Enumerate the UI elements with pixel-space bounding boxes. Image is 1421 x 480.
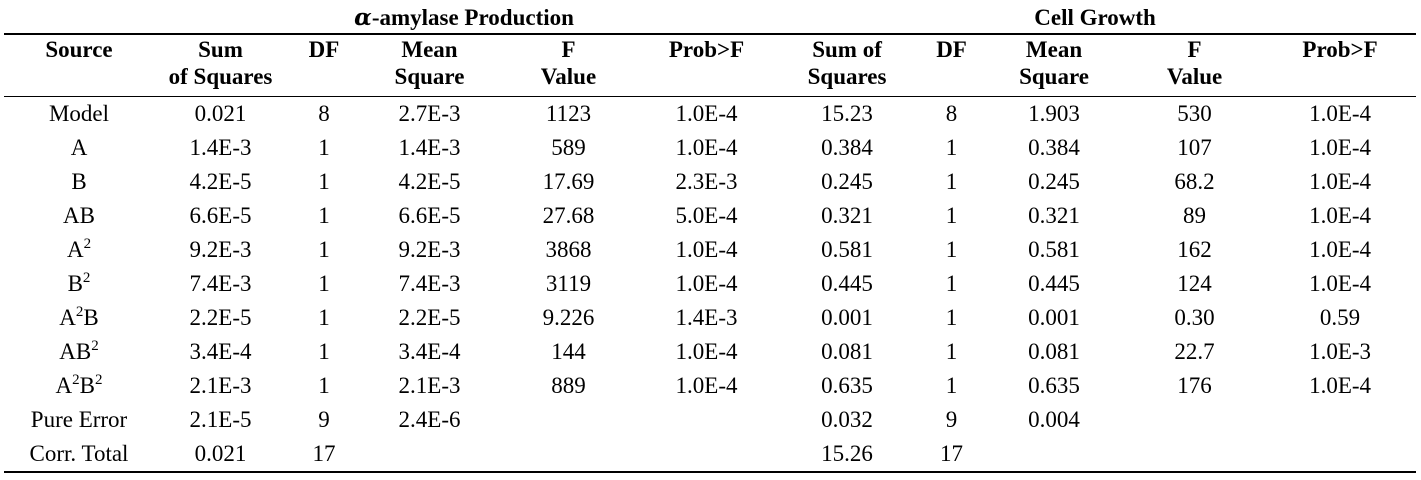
group-amylase-production [154, 2, 774, 34]
source-part-mid: B [79, 373, 95, 398]
mean-square-2-cell: 0.001 [1028, 305, 1080, 330]
mean-square-1-cell: 1.4E-3 [398, 135, 461, 160]
f-value-1-cell [498, 403, 639, 437]
df-1-cell: 1 [318, 237, 330, 262]
source-part-sup1: 2 [82, 270, 91, 286]
df-2-cell: 1 [945, 271, 958, 296]
source-part-src: AB [59, 339, 92, 364]
source-part-src: Model [48, 101, 110, 126]
header-prob-f-2: Prob>F [1264, 34, 1416, 97]
prob-f-1-cell: 1.0E-4 [675, 101, 738, 126]
prob-f-2-cell: 1.0E-4 [1309, 203, 1372, 228]
header-mean-square-2: Mean Square [983, 34, 1125, 97]
mean-square-1-cell: 2.4E-6 [398, 407, 461, 432]
f-value-2-cell: 89 [1183, 203, 1207, 228]
source-part-src: B [67, 271, 83, 296]
sum-of-squares-2-cell: 0.384 [821, 135, 873, 160]
header-source: Source [4, 34, 154, 97]
f-value-1-cell: 27.68 [542, 203, 595, 228]
f-value-1-cell: 3119 [545, 271, 592, 296]
df-2-cell: 1 [945, 339, 958, 364]
prob-f-1-cell [639, 437, 774, 472]
df-2-cell: 1 [945, 373, 958, 398]
df-1-cell: 9 [318, 407, 330, 432]
df-2-cell: 17 [920, 437, 983, 472]
source-cell [4, 97, 154, 132]
sum-of-squares-1-cell: 0.021 [194, 101, 247, 126]
mean-square-1-cell: 9.2E-3 [398, 237, 461, 262]
prob-f-2-cell: 1.0E-4 [1309, 101, 1372, 126]
source-cell [4, 437, 154, 472]
header-prob-f-1: Prob>F [639, 34, 774, 97]
group-spacer [4, 2, 154, 34]
prob-f-1-cell: 1.0E-4 [675, 373, 738, 398]
header-sum-of-squares-1: Sum of Squares [154, 34, 287, 97]
prob-f-1-cell: 1.0E-4 [675, 135, 738, 160]
column-header-row [4, 34, 1416, 97]
header-sum-of-squares-2: Sum of Squares [774, 34, 920, 97]
df-1-cell: 1 [318, 339, 330, 364]
sum-of-squares-2-cell: 0.321 [821, 203, 873, 228]
source-part-sup2: 2 [94, 372, 103, 388]
group-amylase-label: -amylase Production [371, 5, 574, 30]
prob-f-2-cell [1264, 403, 1416, 437]
df-2-cell: 1 [945, 135, 958, 160]
f-value-1-cell: 3868 [545, 237, 592, 262]
sum-of-squares-2-cell: 0.581 [821, 237, 873, 262]
f-value-2-cell [1125, 403, 1264, 437]
mean-square-2-cell: 0.245 [1028, 169, 1080, 194]
header-df-2: DF [920, 34, 983, 97]
header-f-value-1: F Value [498, 34, 639, 97]
df-1-cell: 1 [318, 305, 330, 330]
source-cell [4, 165, 154, 199]
f-value-2-cell [1125, 437, 1264, 472]
header-f-value-2: F Value [1125, 34, 1264, 97]
prob-f-1-cell: 1.4E-3 [675, 305, 738, 330]
source-part-mid: B [83, 305, 99, 330]
mean-square-1-cell: 4.2E-5 [398, 169, 461, 194]
alpha-symbol: α [354, 4, 372, 31]
mean-square-1-cell: 3.4E-4 [398, 339, 461, 364]
mean-square-1-cell: 7.4E-3 [398, 271, 461, 296]
sum-of-squares-1-cell: 6.6E-5 [189, 203, 252, 228]
prob-f-1-cell [639, 403, 774, 437]
prob-f-1-cell: 5.0E-4 [675, 203, 738, 228]
f-value-1-cell: 9.226 [542, 305, 595, 330]
source-part-src: AB [63, 203, 95, 228]
sum-of-squares-2-cell: 0.635 [821, 373, 873, 398]
f-value-1-cell: 17.69 [542, 169, 595, 194]
f-value-2-cell: 107 [1177, 135, 1212, 160]
table-row [4, 131, 1416, 165]
source-part-sup1: 2 [72, 372, 80, 388]
prob-f-2-cell: 1.0E-4 [1309, 373, 1372, 398]
source-cell [4, 199, 154, 233]
table-row [4, 335, 1416, 369]
group-cell-growth: Cell Growth [1034, 5, 1156, 30]
sum-of-squares-1-cell: 3.4E-4 [189, 339, 252, 364]
sum-of-squares-1-cell: 1.4E-3 [189, 135, 252, 160]
f-value-1-cell: 889 [551, 373, 586, 398]
prob-f-1-cell: 2.3E-3 [675, 169, 738, 194]
df-2-cell: 1 [945, 237, 958, 262]
mean-square-1-cell: 2.1E-3 [398, 373, 461, 398]
source-part-sup1: 2 [83, 236, 92, 252]
table-row [4, 233, 1416, 267]
mean-square-1-cell: 2.2E-5 [398, 305, 461, 330]
df-2-cell: 8 [945, 101, 958, 126]
prob-f-2-cell: 1.0E-4 [1309, 169, 1372, 194]
f-value-1-cell: 589 [551, 135, 586, 160]
source-part-sup1: 2 [91, 338, 99, 354]
sum-of-squares-1-cell: 0.021 [154, 437, 287, 472]
f-value-2-cell: 530 [1177, 101, 1212, 126]
mean-square-2-cell: 0.004 [1028, 407, 1080, 432]
df-1-cell: 1 [318, 169, 330, 194]
table-row [4, 165, 1416, 199]
table-row [4, 301, 1416, 335]
sum-of-squares-1-cell: 9.2E-3 [189, 237, 252, 262]
df-1-cell: 8 [318, 101, 330, 126]
sum-of-squares-2-cell: 0.032 [821, 407, 873, 432]
mean-square-2-cell: 0.081 [1028, 339, 1080, 364]
sum-of-squares-1-cell: 7.4E-3 [189, 271, 252, 296]
f-value-2-cell: 22.7 [1174, 339, 1215, 364]
f-value-2-cell: 68.2 [1174, 169, 1215, 194]
source-part-src: A [70, 135, 88, 160]
table-row [4, 97, 1416, 132]
source-cell [4, 301, 154, 335]
mean-square-2-cell [983, 437, 1125, 472]
group-header-row [4, 2, 1416, 34]
source-cell [4, 131, 154, 165]
sum-of-squares-1-cell: 2.1E-3 [189, 373, 252, 398]
source-part-src: A [59, 305, 76, 330]
header-df-1: DF [287, 34, 361, 97]
f-value-2-cell: 0.30 [1174, 305, 1215, 330]
mean-square-2-cell: 0.384 [1028, 135, 1080, 160]
mean-square-1-cell: 6.6E-5 [398, 203, 461, 228]
sum-of-squares-1-cell: 2.1E-5 [189, 407, 252, 432]
mean-square-1-cell: 2.7E-3 [398, 101, 461, 126]
table-row [4, 403, 1416, 437]
source-cell [4, 335, 154, 369]
sum-of-squares-2-cell: 0.001 [821, 305, 873, 330]
sum-of-squares-2-cell: 0.081 [821, 339, 873, 364]
source-part-src: Corr. Total [29, 441, 129, 466]
sum-of-squares-2-cell: 0.445 [821, 271, 873, 296]
source-cell [4, 403, 154, 437]
source-cell [4, 267, 154, 301]
source-cell [4, 233, 154, 267]
df-2-cell: 1 [945, 169, 958, 194]
sum-of-squares-2-cell: 0.245 [821, 169, 873, 194]
sum-of-squares-2-cell: 15.26 [774, 437, 920, 472]
prob-f-1-cell: 1.0E-4 [675, 339, 738, 364]
f-value-2-cell: 162 [1177, 237, 1212, 262]
prob-f-1-cell: 1.0E-4 [675, 237, 738, 262]
df-1-cell: 1 [318, 135, 330, 160]
df-1-cell: 1 [318, 271, 330, 296]
df-1-cell: 1 [318, 373, 330, 398]
source-part-src: A [55, 373, 73, 398]
sum-of-squares-1-cell: 2.2E-5 [189, 305, 252, 330]
mean-square-1-cell [361, 437, 498, 472]
sum-of-squares-2-cell: 15.23 [821, 101, 873, 126]
mean-square-2-cell: 0.321 [1028, 203, 1080, 228]
f-value-2-cell: 176 [1177, 373, 1212, 398]
df-1-cell: 17 [287, 437, 361, 472]
mean-square-2-cell: 0.581 [1028, 237, 1080, 262]
anova-table [4, 2, 1416, 473]
table-row [4, 267, 1416, 301]
source-cell [4, 369, 154, 403]
prob-f-2-cell [1264, 437, 1416, 472]
table-row [4, 369, 1416, 403]
table-row [4, 437, 1416, 472]
prob-f-2-cell: 1.0E-4 [1309, 237, 1372, 262]
prob-f-2-cell: 1.0E-3 [1309, 339, 1372, 364]
sum-of-squares-1-cell: 4.2E-5 [189, 169, 252, 194]
mean-square-2-cell: 1.903 [1028, 101, 1080, 126]
source-part-src: B [71, 169, 87, 194]
anova-table-body [4, 97, 1416, 473]
df-2-cell: 9 [945, 407, 958, 432]
mean-square-2-cell: 0.635 [1028, 373, 1080, 398]
df-1-cell: 1 [318, 203, 330, 228]
prob-f-2-cell: 0.59 [1319, 305, 1361, 330]
prob-f-1-cell: 1.0E-4 [675, 271, 738, 296]
prob-f-2-cell: 1.0E-4 [1309, 135, 1372, 160]
source-part-sup1: 2 [75, 304, 84, 320]
f-value-2-cell: 124 [1177, 271, 1212, 296]
f-value-1-cell [498, 437, 639, 472]
f-value-1-cell: 1123 [545, 101, 592, 126]
df-2-cell: 1 [945, 203, 958, 228]
source-part-src: A [66, 237, 84, 262]
source-part-src: Pure Error [30, 407, 128, 432]
prob-f-2-cell: 1.0E-4 [1309, 271, 1372, 296]
table-row [4, 199, 1416, 233]
header-mean-square-1: Mean Square [361, 34, 498, 97]
mean-square-2-cell: 0.445 [1028, 271, 1080, 296]
df-2-cell: 1 [945, 305, 958, 330]
f-value-1-cell: 144 [551, 339, 586, 364]
